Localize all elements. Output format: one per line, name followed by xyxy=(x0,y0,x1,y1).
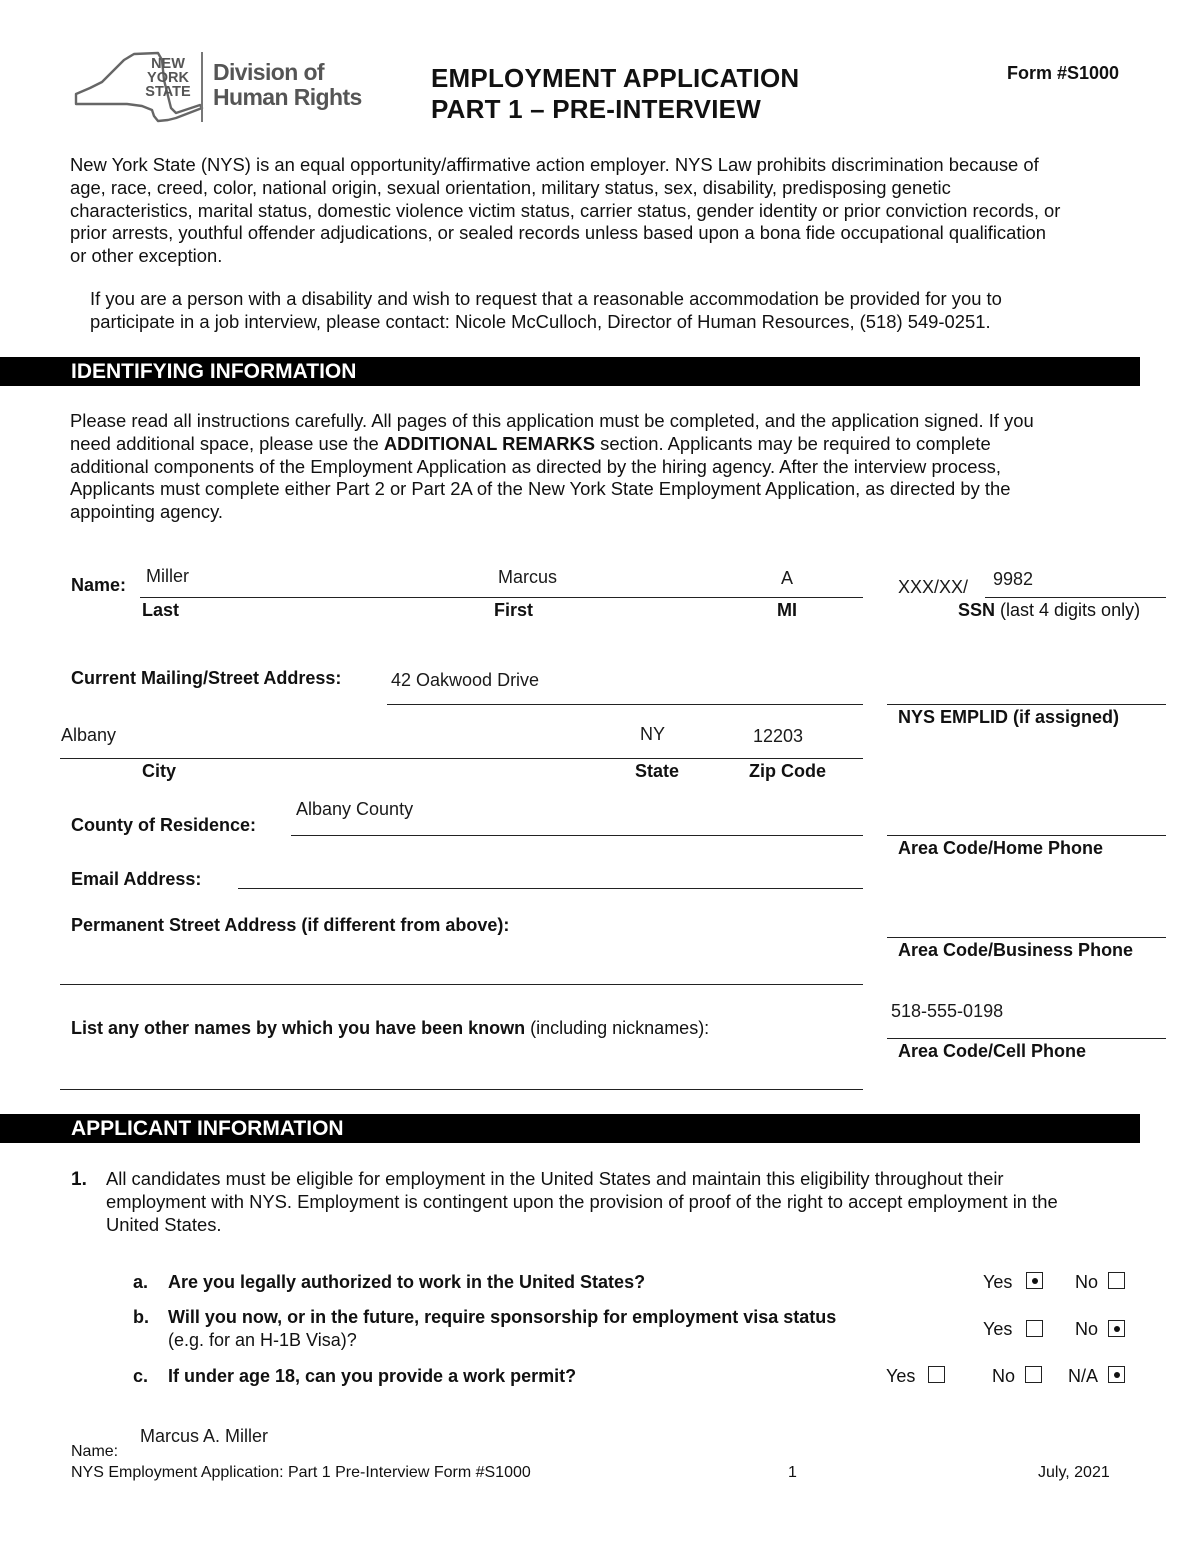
form-title-line2: PART 1 – PRE-INTERVIEW xyxy=(431,94,761,124)
state-label: State xyxy=(635,761,680,781)
question-1-number: 1. xyxy=(71,1169,87,1190)
zip-code-field[interactable]: 12203 xyxy=(753,726,804,746)
permanent-address-label: Permanent Street Address (if different from above): xyxy=(71,915,510,935)
item-a-yes-checkbox[interactable] xyxy=(1026,1272,1043,1289)
other-names-field[interactable] xyxy=(60,1089,863,1090)
identifying-instructions: Please read all instructions carefully. All pages of this application must be completed, and the application signed. If you need additional space, please use the ADDITIONAL REMARKS section. Applicants may be required to complete additional components of the Employment Application as directed by the hiring agency. After the interview process, Applicants must complete either Part 2 or Part 2A of the New York State Employment Application, as directed by the appointing agency. xyxy=(70,410,1034,523)
last-label: Last xyxy=(142,600,180,620)
first-name-field[interactable]: Marcus xyxy=(498,567,558,587)
cell-phone-label: Area Code/Cell Phone xyxy=(898,1041,1087,1061)
form-number: Form #S1000 xyxy=(1007,63,1120,83)
city-field[interactable]: Albany xyxy=(61,725,117,745)
item-b-note: (e.g. for an H-1B Visa)? xyxy=(168,1330,357,1350)
item-b-yes-checkbox[interactable] xyxy=(1026,1320,1043,1337)
item-c-na-label: N/A xyxy=(1068,1366,1099,1386)
zip-code-label: Zip Code xyxy=(749,761,826,781)
last-name-field[interactable]: Miller xyxy=(146,566,189,586)
county-label: County of Residence: xyxy=(71,815,257,835)
item-a-no-label: No xyxy=(1075,1272,1099,1292)
item-c-no-label: No xyxy=(992,1366,1016,1386)
state-field[interactable]: NY xyxy=(640,724,666,744)
form-title xyxy=(431,63,799,125)
ssn-prefix: XXX/XX/ xyxy=(898,577,969,597)
logo-state-name: NEW YORK STATE xyxy=(145,56,191,100)
item-c-no-checkbox[interactable] xyxy=(1025,1366,1042,1383)
name-underline xyxy=(140,597,863,598)
eeo-statement: New York State (NYS) is an equal opportunity/affirmative action employer. NYS Law prohibits discrimination because of age, race, creed, color, national origin, sexual orientation, military status, sex, disability, predisposing genetic characteristics, marital status, domestic violence victim status, carrier status, gender identity or prior conviction records, or prior arrests, youthful offender adjudications, or sealed records unless based upon a bona fide occupational qualification or other exception. xyxy=(70,154,1061,267)
item-a-no-checkbox[interactable] xyxy=(1108,1272,1125,1289)
footer-name-field[interactable]: Marcus A. Miller xyxy=(140,1426,269,1446)
mailing-address-underline xyxy=(387,704,863,705)
footer-date: July, 2021 xyxy=(1038,1464,1110,1481)
item-a-question: Are you legally authorized to work in the United States? xyxy=(168,1272,646,1292)
business-phone-label: Area Code/Business Phone xyxy=(898,940,1134,960)
first-label: First xyxy=(494,600,534,620)
ssn-underline xyxy=(985,597,1166,598)
item-c-question: If under age 18, can you provide a work permit? xyxy=(168,1366,577,1386)
item-c-yes-label: Yes xyxy=(886,1366,916,1386)
footer-page-number: 1 xyxy=(788,1464,797,1481)
item-a-yes-label: Yes xyxy=(983,1272,1013,1292)
home-phone-label: Area Code/Home Phone xyxy=(898,838,1104,858)
home-phone-underline xyxy=(887,835,1166,836)
item-b-question: Will you now, or in the future, require sponsorship for employment visa status xyxy=(168,1307,837,1327)
footer-name-label: Name: xyxy=(71,1443,119,1460)
email-field[interactable] xyxy=(238,888,863,889)
item-a-letter: a. xyxy=(133,1272,149,1292)
logo-divider xyxy=(201,52,203,122)
mi-label: MI xyxy=(777,600,797,620)
item-c-letter: c. xyxy=(133,1366,149,1386)
county-underline xyxy=(291,835,863,836)
ssn-label: SSN (last 4 digits only) xyxy=(958,600,1141,620)
form-title-line1: EMPLOYMENT APPLICATION xyxy=(431,63,800,93)
item-c-yes-checkbox[interactable] xyxy=(928,1366,945,1383)
mailing-address-label: Current Mailing/Street Address: xyxy=(71,668,342,688)
cell-phone-field[interactable]: 518-555-0198 xyxy=(891,1001,1004,1021)
emplid-underline xyxy=(887,704,1166,705)
section-header-identifying: IDENTIFYING INFORMATION xyxy=(0,357,1140,386)
name-label: Name: xyxy=(71,575,127,595)
permanent-address-field[interactable] xyxy=(60,984,863,985)
section-header-applicant: APPLICANT INFORMATION xyxy=(0,1114,1140,1143)
emplid-label: NYS EMPLID (if assigned) xyxy=(898,707,1120,727)
business-phone-underline xyxy=(887,937,1166,938)
city-state-zip-underline xyxy=(60,758,863,759)
middle-initial-field[interactable]: A xyxy=(781,568,794,588)
item-b-no-label: No xyxy=(1075,1319,1099,1339)
footer-form-title: NYS Employment Application: Part 1 Pre-Interview Form #S1000 xyxy=(71,1464,531,1481)
other-names-label: List any other names by which you have been known (including nicknames): xyxy=(71,1018,710,1038)
item-b-letter: b. xyxy=(133,1307,149,1327)
ssn-last4-field[interactable]: 9982 xyxy=(993,569,1034,589)
item-c-na-checkbox[interactable] xyxy=(1108,1366,1125,1383)
county-field[interactable]: Albany County xyxy=(296,799,414,819)
logo-agency-name: Division of Human Rights xyxy=(213,59,362,110)
item-b-no-checkbox[interactable] xyxy=(1108,1320,1125,1337)
email-label: Email Address: xyxy=(71,869,202,889)
item-b-yes-label: Yes xyxy=(983,1319,1013,1339)
accommodation-statement: If you are a person with a disability and wish to request that a reasonable accommodation be provided for you to participate in a job interview, please contact: Nicole McCulloch, Director of Human Resources, (518) 549-0251. xyxy=(90,288,1002,332)
question-1-text: All candidates must be eligible for employment in the United States and maintain this eligibility throughout their employment with NYS. Employment is contingent upon the provision of proof of the right to accept employment in the United States. xyxy=(106,1168,1058,1235)
cell-phone-underline xyxy=(887,1038,1166,1039)
mailing-address-field[interactable]: 42 Oakwood Drive xyxy=(391,670,540,690)
agency-logo xyxy=(72,50,372,126)
city-label: City xyxy=(142,761,177,781)
